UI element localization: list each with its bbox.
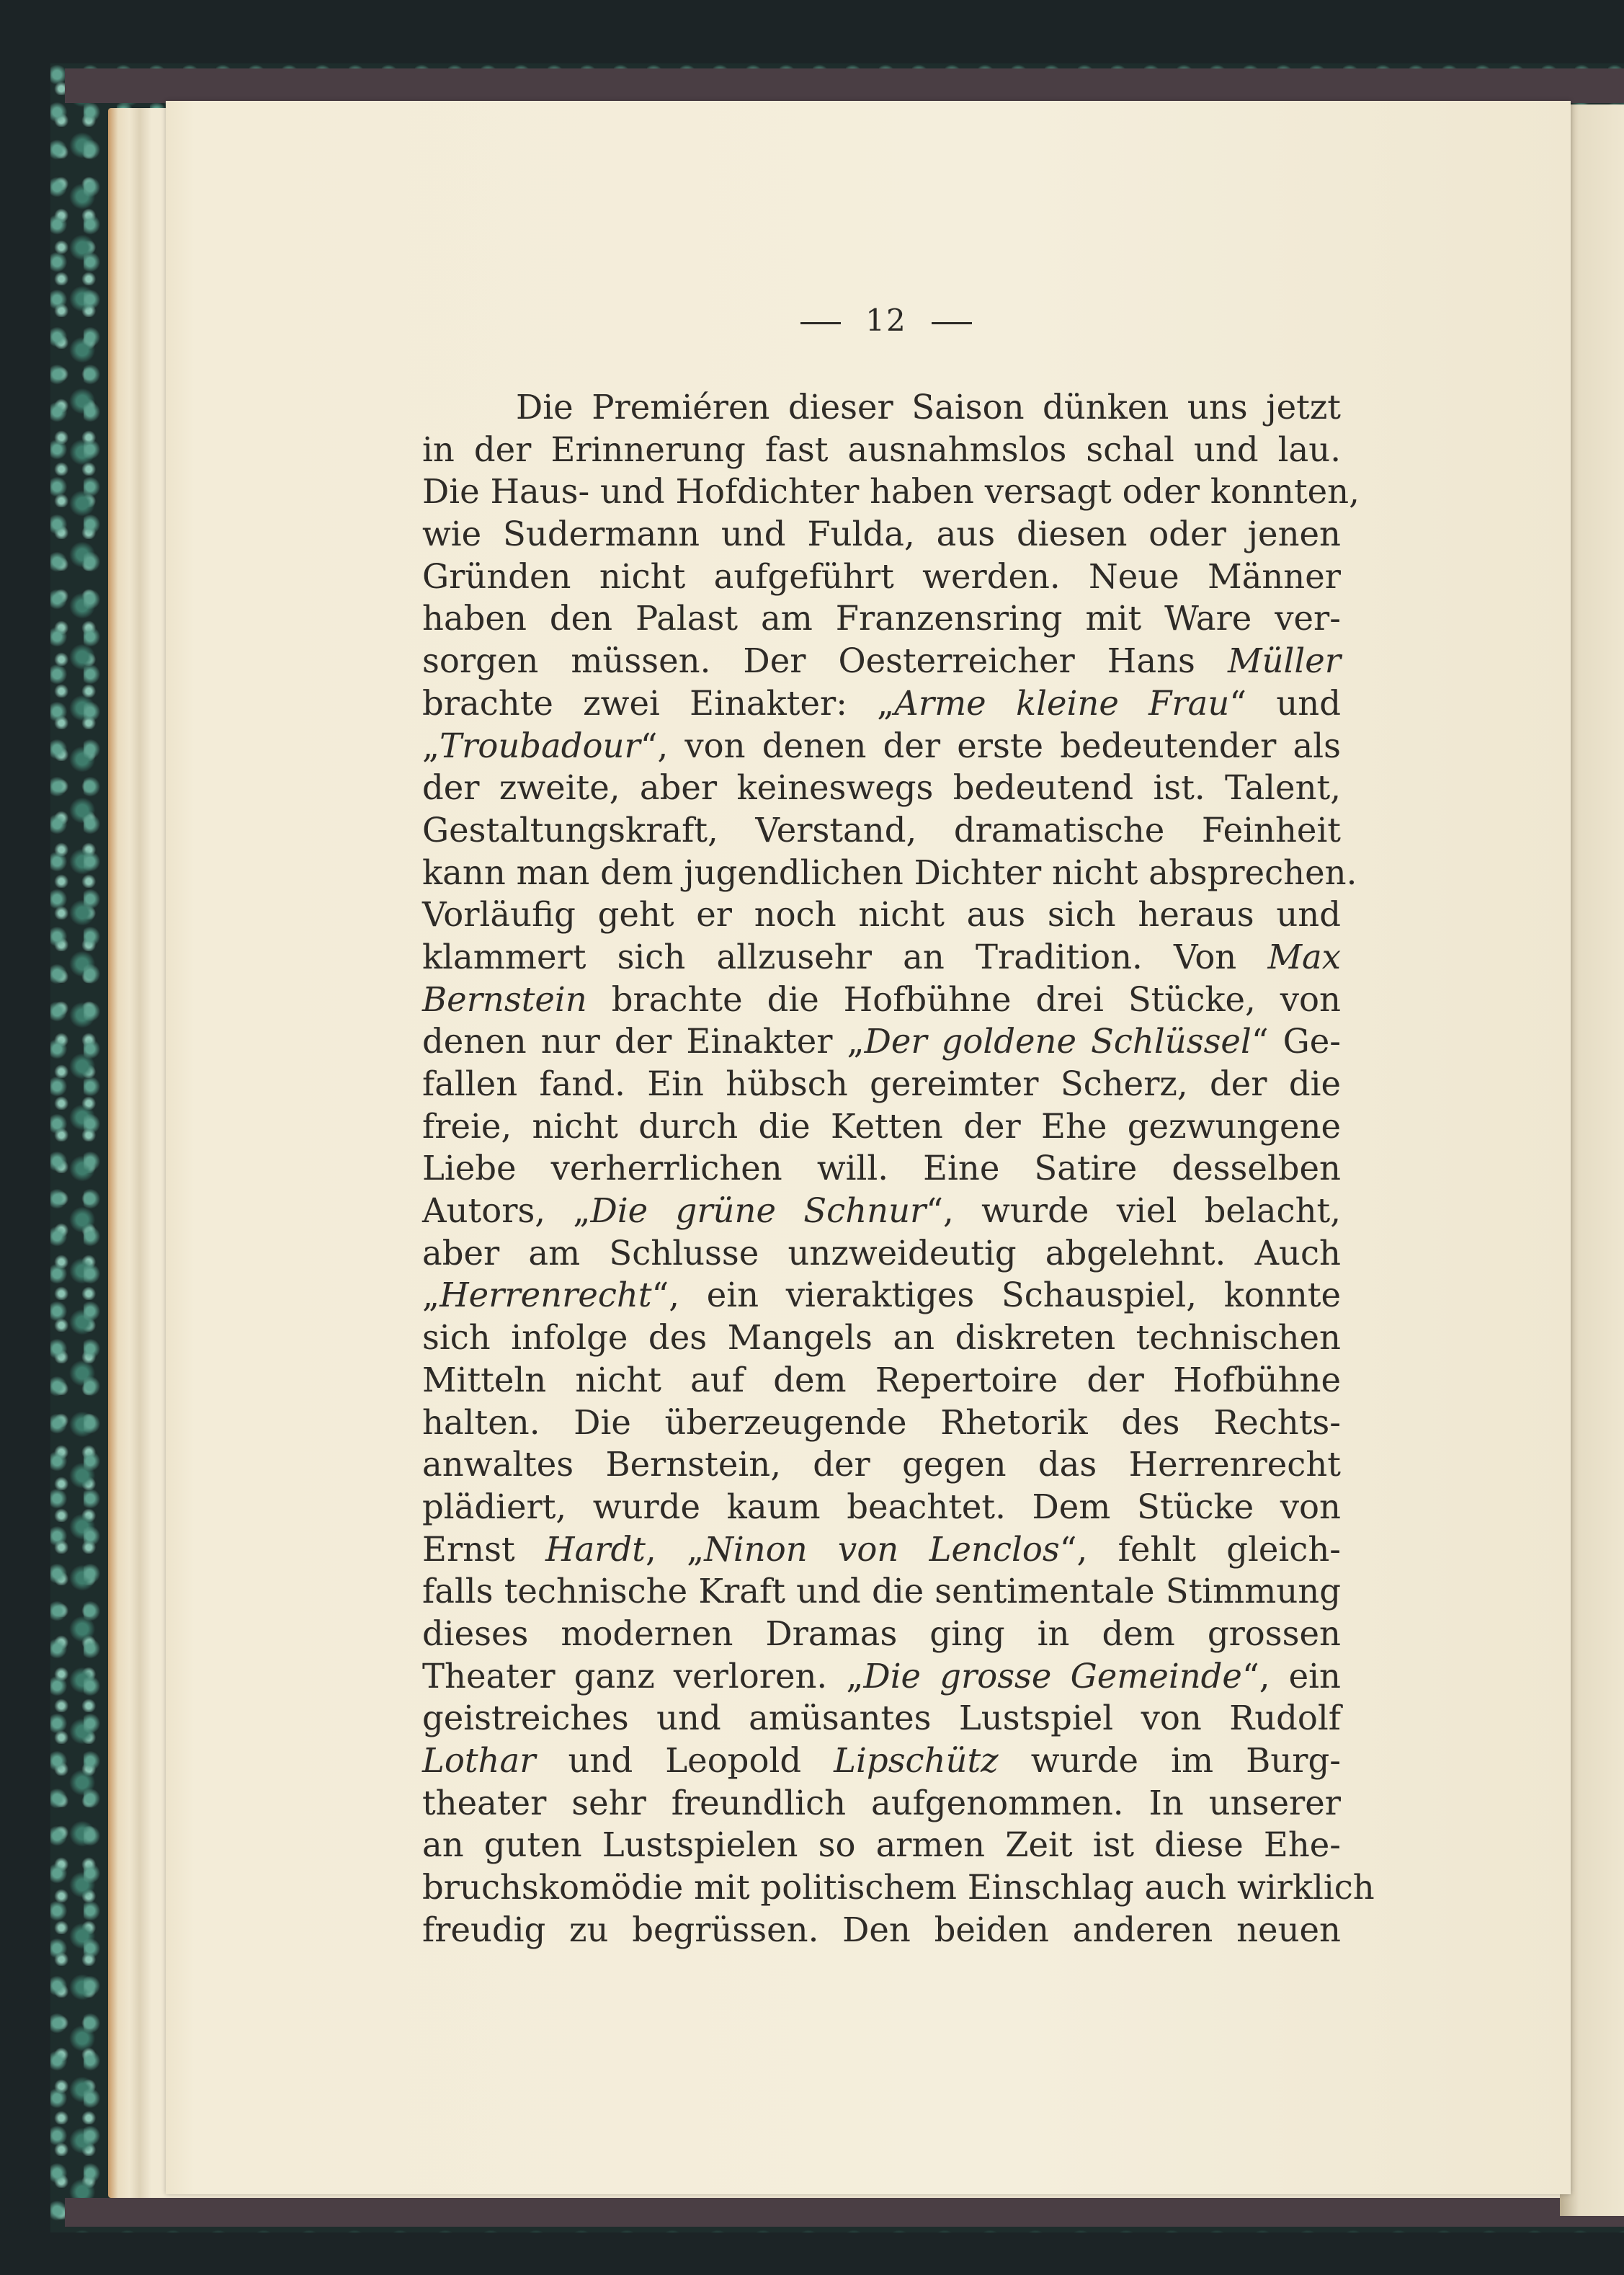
text-run: bruchskomödie mit politischem Einschlag auch wirklich xyxy=(422,1868,1375,1907)
text-run: Gründen nicht aufgeführt werden. Neue Männer xyxy=(422,556,1341,596)
text-run: Theater ganz verloren. „ xyxy=(422,1656,864,1696)
cover-edge-top xyxy=(65,68,1624,103)
text-line xyxy=(422,767,1341,809)
text-run: fallen fand. Ein hübsch gereimter Scherz, der die xyxy=(422,1064,1341,1103)
text-run: “, wurde viel belacht, xyxy=(926,1191,1341,1231)
text-run: “, von denen der erste bedeutender als xyxy=(640,726,1341,765)
text-line xyxy=(422,513,1341,556)
text-run: , „ xyxy=(646,1529,705,1569)
text-run: Die Haus- und Hofdichter haben versagt oder konnten, xyxy=(422,472,1360,512)
italic-title: Lipschütz xyxy=(834,1741,999,1780)
text-run: denen nur der Einakter „ xyxy=(422,1022,865,1061)
text-line xyxy=(422,852,1357,894)
text-line xyxy=(422,1866,1375,1909)
text-line xyxy=(422,429,1341,471)
text-line xyxy=(422,1147,1341,1190)
text-run: brachte zwei Einakter: „ xyxy=(422,683,895,723)
italic-title: Die grüne Schnur xyxy=(590,1191,927,1231)
italic-title: Ninon von Lenclos xyxy=(704,1529,1060,1569)
italic-title: Die grosse Gemeinde xyxy=(863,1656,1242,1696)
text-line xyxy=(422,1824,1341,1866)
body-text xyxy=(422,386,1375,1951)
italic-title: Max xyxy=(1267,937,1341,976)
text-run: sorgen müssen. Der Oesterreicher Hans xyxy=(422,641,1228,681)
text-run: plädiert, wurde kaum beachtet. Dem Stücke von xyxy=(422,1487,1341,1526)
text-run: brachte die Hofbühne drei Stücke, von xyxy=(586,979,1341,1019)
text-run: “, fehlt gleich- xyxy=(1059,1529,1341,1569)
text-run: freudig zu begrüssen. Den beiden anderen neuen xyxy=(422,1910,1341,1949)
text-line xyxy=(422,1190,1341,1232)
italic-title: Der goldene Schlüssel xyxy=(864,1022,1252,1061)
text-line xyxy=(422,936,1341,979)
text-run: wurde im Burg- xyxy=(998,1741,1341,1780)
text-line xyxy=(422,1486,1341,1528)
text-line xyxy=(422,386,1341,429)
text-run: „ xyxy=(422,726,440,765)
text-line xyxy=(422,682,1341,725)
text-line xyxy=(422,1359,1341,1402)
text-line xyxy=(422,1782,1341,1825)
page-number-value: 12 xyxy=(865,303,907,338)
text-run: anwaltes Bernstein, der gegen das Herrenrecht xyxy=(422,1445,1341,1484)
text-line xyxy=(422,597,1341,640)
text-run: in der Erinnerung fast ausnahmslos schal und lau. xyxy=(422,429,1341,469)
text-line xyxy=(422,1274,1341,1317)
text-line xyxy=(422,1613,1341,1655)
text-run: kann man dem jugendlichen Dichter nicht absprechen. xyxy=(422,852,1357,892)
text-run: “, ein vieraktiges Schauspiel, konnte xyxy=(651,1275,1341,1315)
text-run: falls technische Kraft und die sentimentale Stimmung xyxy=(422,1572,1341,1611)
dash-left xyxy=(800,322,841,324)
text-run: Gestaltungskraft, Verstand, dramatische Feinheit xyxy=(422,810,1341,850)
text-run: und Leopold xyxy=(535,1741,834,1780)
text-line xyxy=(422,979,1341,1021)
text-line xyxy=(422,1020,1341,1063)
italic-title: Bernstein xyxy=(422,979,587,1019)
text-line xyxy=(422,1655,1341,1698)
italic-title: Müller xyxy=(1227,641,1341,681)
text-run: dieses modernen Dramas ging in dem grossen xyxy=(422,1613,1341,1653)
italic-title: Lothar xyxy=(422,1741,536,1780)
text-run: “ und xyxy=(1229,683,1341,723)
dash-right xyxy=(932,322,972,324)
italic-title: Arme kleine Frau xyxy=(894,683,1230,723)
text-run: “, ein xyxy=(1241,1656,1341,1696)
text-line xyxy=(422,1232,1341,1275)
text-line xyxy=(422,894,1341,936)
text-run: Autors, „ xyxy=(422,1191,591,1231)
text-line xyxy=(422,640,1341,682)
text-run: sich infolge des Mangels an diskreten technischen xyxy=(422,1318,1341,1358)
page-number xyxy=(0,303,1624,338)
text-line xyxy=(422,471,1360,513)
text-line xyxy=(422,1697,1341,1740)
text-run: der zweite, aber keineswegs bedeutend ist. Talent, xyxy=(422,768,1341,808)
italic-title: Troubadour xyxy=(440,726,641,765)
text-run: Mitteln nicht auf dem Repertoire der Hofbühne xyxy=(422,1360,1341,1399)
text-run: halten. Die überzeugende Rhetorik des Rechts- xyxy=(422,1402,1341,1442)
text-line xyxy=(422,1063,1341,1105)
text-line xyxy=(422,1909,1341,1951)
text-line xyxy=(422,556,1341,598)
text-run: Die Premiéren dieser Saison dünken uns jetzt xyxy=(516,388,1341,427)
text-run: Liebe verherrlichen will. Eine Satire desselben xyxy=(422,1149,1341,1188)
text-run: „ xyxy=(422,1275,440,1315)
italic-title: Hardt xyxy=(545,1529,646,1569)
text-line xyxy=(422,1740,1341,1782)
text-run: Vorläufig geht er noch nicht aus sich heraus und xyxy=(422,895,1341,935)
text-line xyxy=(422,725,1341,767)
italic-title: Herrenrecht xyxy=(440,1275,652,1315)
text-run: an guten Lustspielen so armen Zeit ist diese Ehe- xyxy=(422,1825,1341,1865)
text-run: geistreiches und amüsantes Lustspiel von Rudolf xyxy=(422,1699,1341,1738)
text-run: Ernst xyxy=(422,1529,546,1569)
text-run: haben den Palast am Franzensring mit Ware ver- xyxy=(422,599,1341,638)
text-run: “ Ge- xyxy=(1251,1022,1341,1061)
text-line xyxy=(422,1528,1341,1571)
text-line xyxy=(422,809,1341,852)
text-line xyxy=(422,1402,1341,1444)
text-line xyxy=(422,1443,1341,1486)
text-run: klammert sich allzusehr an Tradition. Von xyxy=(422,937,1268,976)
text-line xyxy=(422,1570,1341,1613)
text-run: theater sehr freundlich aufgenommen. In unserer xyxy=(422,1783,1341,1822)
text-line xyxy=(422,1317,1341,1359)
cover-edge-bottom xyxy=(65,2198,1624,2227)
text-run: freie, nicht durch die Ketten der Ehe gezwungene xyxy=(422,1106,1341,1146)
text-run: wie Sudermann und Fulda, aus diesen oder jenen xyxy=(422,515,1341,554)
text-line xyxy=(422,1105,1341,1148)
text-run: aber am Schlusse unzweideutig abgelehnt. Auch xyxy=(422,1233,1341,1273)
